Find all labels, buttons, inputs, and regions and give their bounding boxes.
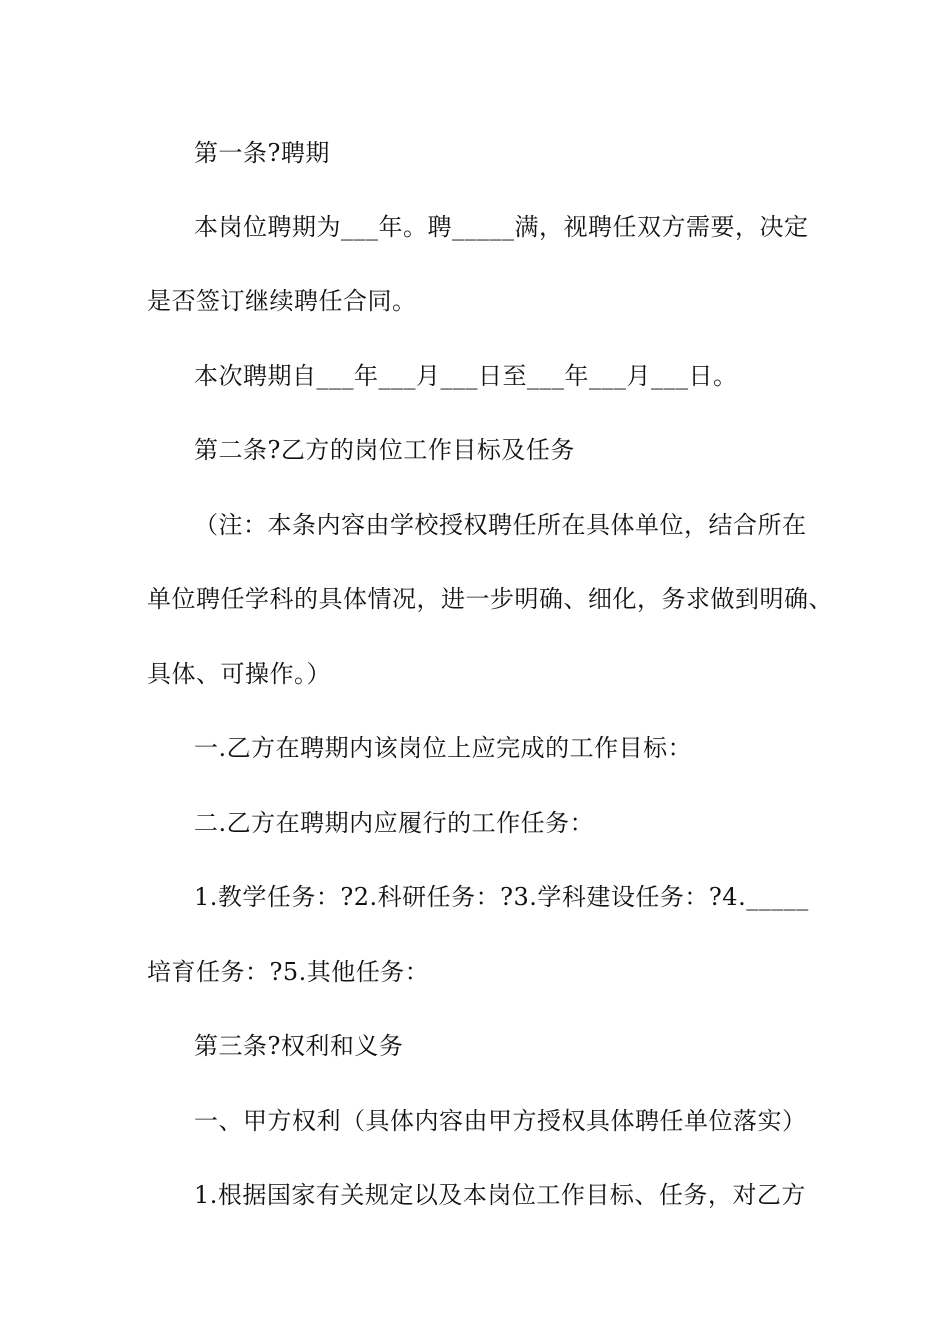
party-a-rights-item: 1.根据国家有关规定以及本岗位工作目标、任务，对乙方 <box>194 1181 806 1209</box>
article-2-heading: 第二条?乙方的岗位工作目标及任务 <box>194 436 575 464</box>
work-goals-item: 一.乙方在聘期内该岗位上应完成的工作目标： <box>194 734 693 762</box>
task-list-line: 1.教学任务：?2.科研任务：?3.学科建设任务：?4._____ <box>194 883 809 911</box>
term-paragraph-line: 本岗位聘期为___年。聘_____满，视聘任双方需要，决定 <box>194 213 809 241</box>
article-3-heading: 第三条?权利和义务 <box>194 1032 404 1060</box>
note-paragraph-line: （注：本条内容由学校授权聘任所在具体单位，结合所在 <box>194 511 807 539</box>
term-paragraph-line: 是否签订继续聘任合同。 <box>147 287 417 315</box>
work-tasks-item: 二.乙方在聘期内应履行的工作任务： <box>194 809 595 837</box>
note-paragraph-line: 单位聘任学科的具体情况，进一步明确、细化，务求做到明确、 <box>147 585 833 613</box>
party-a-rights-heading: 一、甲方权利（具体内容由甲方授权具体聘任单位落实） <box>194 1107 807 1135</box>
term-dates-line: 本次聘期自___年___月___日至___年___月___日。 <box>194 362 738 390</box>
task-list-line: 培育任务：?5.其他任务： <box>147 958 430 986</box>
article-1-heading: 第一条?聘期 <box>194 139 330 167</box>
note-paragraph-line: 具体、可操作。） <box>147 660 331 688</box>
